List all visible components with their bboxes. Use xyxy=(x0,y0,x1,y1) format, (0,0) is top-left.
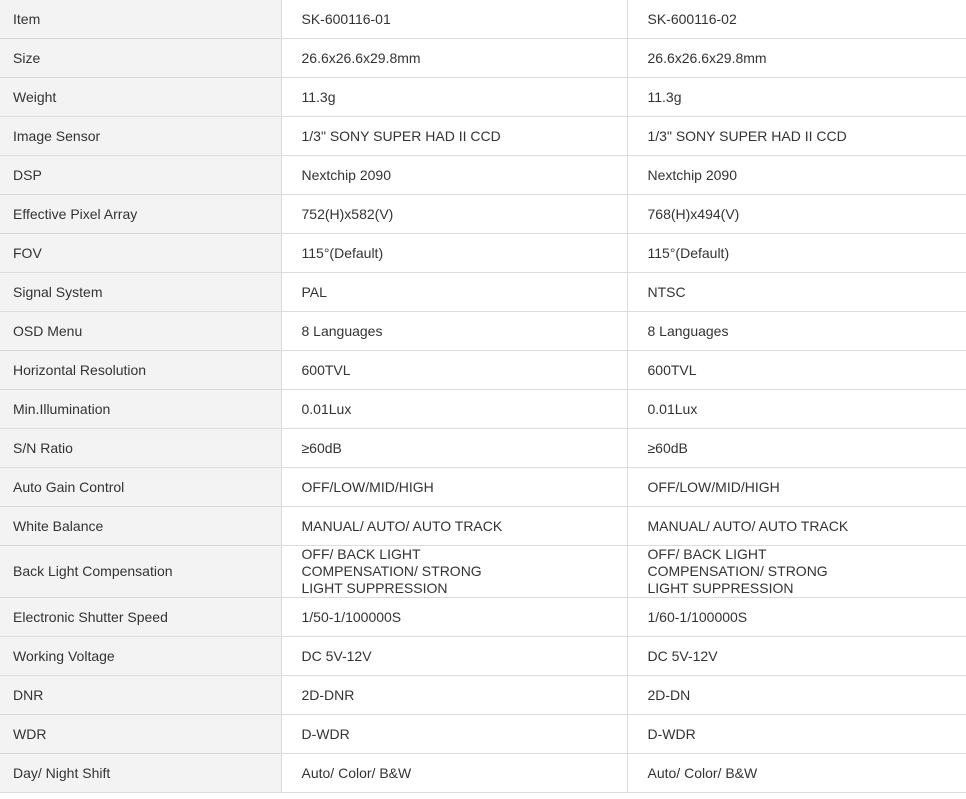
value-model-02: 0.01Lux xyxy=(627,390,966,429)
value-model-02: DC 5V-12V xyxy=(627,637,966,676)
value-model-01: 2D-DNR xyxy=(281,676,627,715)
table-row xyxy=(0,234,966,273)
value-model-01: ≥60dB xyxy=(281,429,627,468)
value-model-02: 1/3" SONY SUPER HAD II CCD xyxy=(627,117,966,156)
value-model-01: PAL xyxy=(281,273,627,312)
table-row xyxy=(0,468,966,507)
table-row xyxy=(0,273,966,312)
value-model-02: 115°(Default) xyxy=(627,234,966,273)
value-model-02: 1/60-1/100000S xyxy=(627,598,966,637)
row-label: Item xyxy=(0,0,281,39)
row-label: Effective Pixel Array xyxy=(0,195,281,234)
value-model-02: Auto/ Color/ B&W xyxy=(627,754,966,793)
row-label: FOV xyxy=(0,234,281,273)
row-label: Electronic Shutter Speed xyxy=(0,598,281,637)
value-model-02: ≥60dB xyxy=(627,429,966,468)
wrapped-value: OFF/ BACK LIGHT COMPENSATION/ STRONG LIGHT SUPPRESSION xyxy=(301,546,482,596)
table-row xyxy=(0,0,966,39)
value-model-01: Nextchip 2090 xyxy=(281,156,627,195)
value-model-01: 0.01Lux xyxy=(281,390,627,429)
row-label: S/N Ratio xyxy=(0,429,281,468)
value-model-01: 26.6x26.6x29.8mm xyxy=(281,39,627,78)
value-model-02: 8 Languages xyxy=(627,312,966,351)
table-row xyxy=(0,78,966,117)
row-label: Horizontal Resolution xyxy=(0,351,281,390)
value-model-02: 11.3g xyxy=(627,78,966,117)
row-label: Image Sensor xyxy=(0,117,281,156)
value-model-01: 11.3g xyxy=(281,78,627,117)
value-model-02: OFF/LOW/MID/HIGH xyxy=(627,468,966,507)
value-model-02: 26.6x26.6x29.8mm xyxy=(627,39,966,78)
row-label: Size xyxy=(0,39,281,78)
value-model-02: 600TVL xyxy=(627,351,966,390)
value-model-01: 115°(Default) xyxy=(281,234,627,273)
row-label: OSD Menu xyxy=(0,312,281,351)
table-row xyxy=(0,351,966,390)
row-label: White Balance xyxy=(0,507,281,546)
row-label: Back Light Compensation xyxy=(0,546,281,598)
row-label: DNR xyxy=(0,676,281,715)
row-label: WDR xyxy=(0,715,281,754)
table-row xyxy=(0,754,966,793)
value-model-01: 8 Languages xyxy=(281,312,627,351)
row-label: Min.Illumination xyxy=(0,390,281,429)
table-row xyxy=(0,39,966,78)
value-model-02: MANUAL/ AUTO/ AUTO TRACK xyxy=(627,507,966,546)
row-label: Signal System xyxy=(0,273,281,312)
table-row xyxy=(0,390,966,429)
wrapped-value: OFF/ BACK LIGHT COMPENSATION/ STRONG LIGHT SUPPRESSION xyxy=(647,546,828,596)
table-row xyxy=(0,117,966,156)
value-model-02: 2D-DN xyxy=(627,676,966,715)
value-model-02 xyxy=(627,546,966,598)
value-model-01: SK-600116-01 xyxy=(281,0,627,39)
table-row xyxy=(0,546,966,598)
table-row xyxy=(0,156,966,195)
table-row xyxy=(0,715,966,754)
value-model-01: D-WDR xyxy=(281,715,627,754)
value-model-01: 1/50-1/100000S xyxy=(281,598,627,637)
table-row xyxy=(0,195,966,234)
table-row xyxy=(0,598,966,637)
value-model-02: 768(H)x494(V) xyxy=(627,195,966,234)
value-model-01: 600TVL xyxy=(281,351,627,390)
row-label: Day/ Night Shift xyxy=(0,754,281,793)
table-row xyxy=(0,676,966,715)
value-model-01: 1/3" SONY SUPER HAD II CCD xyxy=(281,117,627,156)
value-model-01: 752(H)x582(V) xyxy=(281,195,627,234)
value-model-01: Auto/ Color/ B&W xyxy=(281,754,627,793)
value-model-01: DC 5V-12V xyxy=(281,637,627,676)
row-label: Auto Gain Control xyxy=(0,468,281,507)
table-row xyxy=(0,507,966,546)
table-row xyxy=(0,637,966,676)
value-model-01: MANUAL/ AUTO/ AUTO TRACK xyxy=(281,507,627,546)
value-model-01 xyxy=(281,546,627,598)
table-row xyxy=(0,312,966,351)
row-label: Working Voltage xyxy=(0,637,281,676)
value-model-02: NTSC xyxy=(627,273,966,312)
value-model-01: OFF/LOW/MID/HIGH xyxy=(281,468,627,507)
row-label: Weight xyxy=(0,78,281,117)
value-model-02: SK-600116-02 xyxy=(627,0,966,39)
row-label: DSP xyxy=(0,156,281,195)
value-model-02: Nextchip 2090 xyxy=(627,156,966,195)
table-row xyxy=(0,429,966,468)
value-model-02: D-WDR xyxy=(627,715,966,754)
